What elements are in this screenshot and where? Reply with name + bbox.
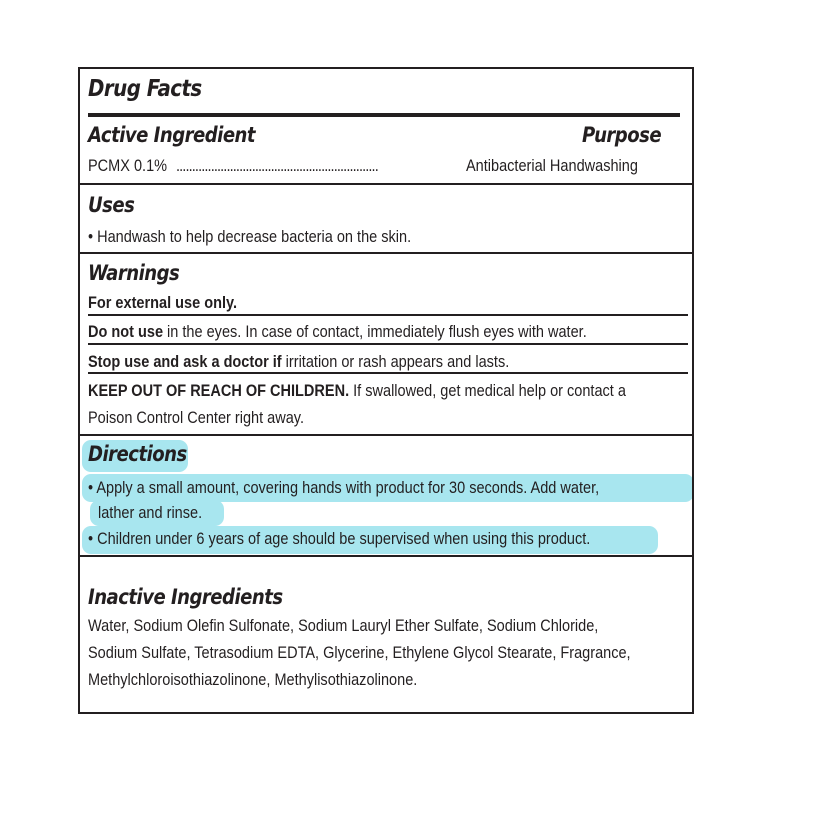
directions-item-1: • Apply a small amount, covering hands with product for 30 seconds. Add water, [88,479,600,497]
section-divider-directions [78,555,694,557]
inactive-ingredients-line-3: Methylchloroisothiazolinone, Methylisothiazolinone. [88,671,418,689]
active-ingredient-purpose: Antibacterial Handwashing [466,157,638,175]
warning-rule-2 [88,343,688,345]
warning-keep-out-line2: Poison Control Center right away. [88,409,305,427]
warning-external-use: For external use only. [88,294,238,312]
section-divider-active [78,183,694,185]
uses-item: • Handwash to help decrease bacteria on the skin. [88,228,412,246]
purpose-heading: Purpose [582,123,662,147]
title-rule [88,113,680,117]
section-divider-warnings [78,434,694,436]
inactive-ingredients-line-2: Sodium Sulfate, Tetrasodium EDTA, Glycerine, Ethylene Glycol Stearate, Fragrance, [88,644,631,662]
warning-rule-1 [88,314,688,316]
warnings-heading: Warnings [88,261,180,285]
inactive-ingredients-heading: Inactive Ingredients [88,585,283,609]
warning-stop-use [88,353,509,372]
directions-item-2: • Children under 6 years of age should be supervised when using this product. [88,530,591,548]
warning-rule-3 [88,372,688,374]
active-ingredient-name: PCMX 0.1% [88,157,168,175]
directions-item-1-line2: lather and rinse. [98,504,203,522]
section-divider-uses [78,252,694,254]
active-ingredient-heading: Active Ingredient [88,123,256,147]
inactive-ingredients-line-1: Water, Sodium Olefin Sulfonate, Sodium Lauryl Ether Sulfate, Sodium Chloride, [88,617,599,635]
directions-heading: Directions [88,442,187,466]
warning-do-not-use-label: Do not use [88,323,164,341]
page-title: Drug Facts [88,76,202,102]
warning-keep-out-text: If swallowed, get medical help or contact a [349,382,626,400]
warning-keep-out [88,382,626,401]
warning-do-not-use [88,323,587,342]
active-ingredient-leader-dots: ................................................................ [176,157,378,175]
uses-heading: Uses [88,193,135,217]
warning-stop-use-label: Stop use and ask a doctor if [88,353,282,371]
warning-stop-use-text: irritation or rash appears and lasts. [281,353,510,371]
warning-keep-out-label: KEEP OUT OF REACH OF CHILDREN. [88,382,350,400]
warning-do-not-use-text: in the eyes. In case of contact, immediately flush eyes with water. [163,323,587,341]
